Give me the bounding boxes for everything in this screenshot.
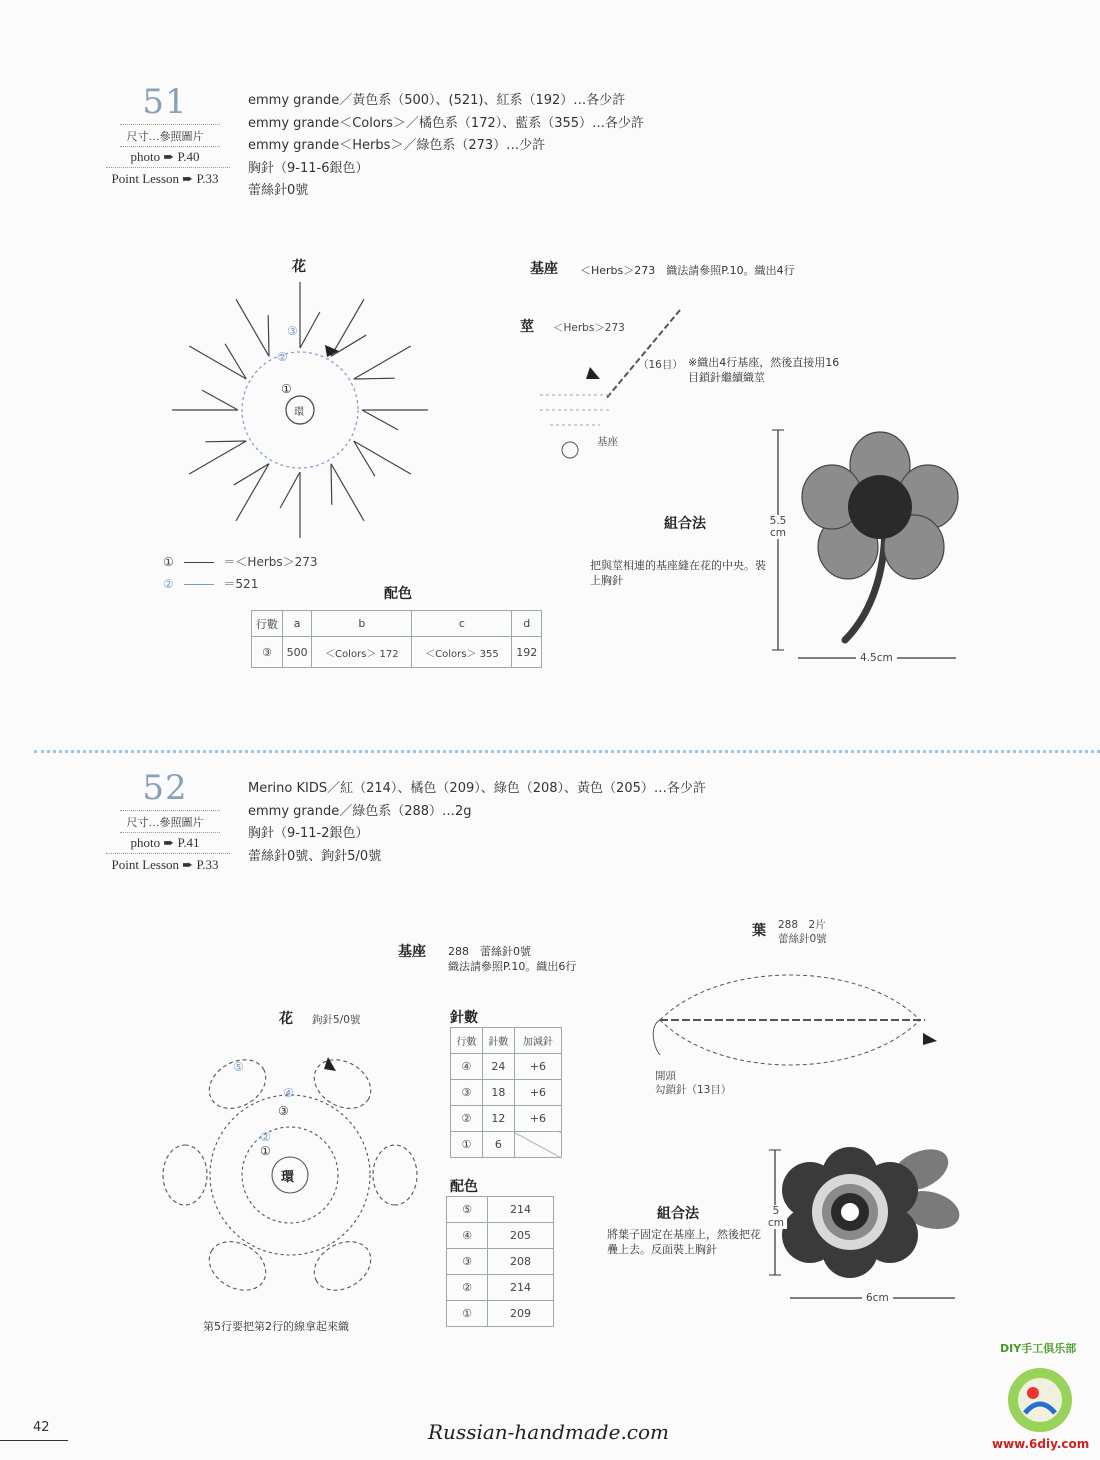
table-row: ① 6 [451,1132,562,1158]
table-row: ② 214 [447,1275,554,1301]
legend-row: ① ＝＜Herbs＞273 [163,555,318,569]
footer-rule [0,1440,68,1441]
svg-text:環: 環 [294,407,304,418]
color-title-52: 配色 [450,1179,478,1195]
assembly-text-51: 把與莖相連的基座縫在花的中央。裝上胸針 [590,559,766,587]
width-51: 4.5cm [856,652,897,664]
svg-text:③: ③ [278,1104,289,1118]
table-row: ③ 208 [447,1249,554,1275]
height-51: 5.5 cm [765,515,791,539]
leaf-chart-52 [640,955,950,1085]
crochet-chart-52 [150,1035,430,1320]
leaf-label-52: 葉 [752,923,766,939]
logo-text: DIY手工俱乐部 [1000,1342,1077,1355]
photo-ref: photo ➨ P.41 [130,835,200,850]
stem-remark-51: ※織出4行基座，然後直接用16目鎖針繼續織莖 [688,356,840,384]
material-line: 蕾絲針0號 [248,183,309,198]
stitch-table-52 [450,1027,562,1158]
pattern-52-header [100,768,230,873]
stem-count-51: （16目） [638,359,683,371]
legend-51 [163,553,318,597]
base-label-51: 基座 [530,261,558,277]
flower-footnote-52: 第5行要把第2行的線拿起來織 [203,1320,349,1333]
watermark: Russian-handmade.com [428,1420,670,1444]
flower-note-52: 鉤針5/0號 [312,1014,361,1026]
material-line: 胸針（9-11-6銀色） [248,160,369,176]
material-line: Merino KIDS／紅（214）、橘色（209）、綠色（208）、黃色（205）…各少許 [248,781,706,796]
material-line: 胸針（9-11-2銀色） [248,826,369,841]
spoke [300,282,320,348]
leaf-note-52: 288 2片 蕾絲針0號 [778,919,827,945]
flower-illustration-52 [765,1145,965,1305]
page-number: 42 [33,1420,50,1435]
petal [201,1232,275,1300]
table-row: ④ 24 +6 [451,1054,562,1080]
pattern-number: 51 [142,82,188,122]
base-note-51: ＜Herbs＞273 織法請參照P.10。織出4行 [580,264,795,277]
stem-note-51: ＜Herbs＞273 [553,322,625,334]
spoke [280,472,300,538]
table-row: ⑤ 214 [447,1197,554,1223]
assembly-label-52: 組合法 [657,1206,699,1222]
petal [306,1050,380,1118]
color-table-52 [446,1196,554,1327]
height-52: 5 cm [765,1205,787,1229]
spoke [189,441,246,474]
table-row: ③ 18 +6 [451,1080,562,1106]
material-line: 蕾絲針0號、鉤針5/0號 [248,848,382,864]
table-row: ① 209 [447,1301,554,1327]
material-line: emmy grande＜Herbs＞／綠色系（273）…少許 [248,138,546,153]
spoke [354,441,411,476]
svg-text:①: ① [260,1144,271,1158]
spoke [362,410,428,430]
size-note: 尺寸…參照圖片 [126,131,204,143]
petal [373,1145,417,1205]
svg-text:①: ① [281,382,292,396]
color-table-51 [251,610,542,668]
material-line: emmy grande＜Colors＞／橘色系（172）、藍系（355）…各少許 [248,115,645,131]
base-small-51: 基座 [597,436,618,448]
base-label-52: 基座 [398,944,426,960]
spoke [331,464,364,521]
logo-icon [985,1355,1095,1440]
stem-label-51: 莖 [520,319,534,335]
spoke [234,464,269,521]
table-row: ② 12 +6 [451,1106,562,1132]
svg-text:②: ② [277,350,288,364]
logo-url: www.6diy.com [992,1437,1090,1451]
material-line: emmy grande／綠色系（288）…2g [248,803,472,819]
material-line: emmy grande／黃色系（500）、(521)、紅系（192）…各少許 [248,93,626,108]
spoke [236,299,269,356]
stitch-title-52: 針數 [450,1010,478,1026]
section-separator [34,750,1100,753]
spoke [172,390,238,410]
flower-label-52: 花 [279,1011,293,1027]
table-header: 行數 針數 加減針 [451,1028,562,1054]
petal [306,1232,380,1300]
pattern-number: 52 [142,768,188,808]
assembly-label-51: 組合法 [664,516,706,532]
table-header: 行數 a b c d [252,611,542,637]
spoke [189,344,246,379]
width-52: 6cm [862,1292,893,1304]
svg-text:⑤: ⑤ [233,1060,244,1074]
svg-text:③: ③ [287,324,298,338]
flower-label-51: 花 [292,259,306,275]
svg-text:④: ④ [283,1086,294,1100]
flower-illustration-51 [770,425,970,665]
pattern-51-header [100,82,230,187]
petal [163,1145,207,1205]
svg-text:②: ② [260,1130,271,1144]
table-row: ④ 205 [447,1223,554,1249]
crochet-chart-51 [165,275,435,545]
materials-51 [248,90,644,203]
spoke [331,299,366,356]
photo-ref: photo ➨ P.40 [130,149,200,164]
materials-52 [248,778,706,868]
legend-row: ② ＝521 [163,577,259,591]
leaf-start-52: 開頭 [655,1070,676,1082]
svg-text:環: 環 [281,1170,295,1185]
lesson-ref: Point Lesson ➨ P.33 [111,857,219,872]
lesson-ref: Point Lesson ➨ P.33 [111,171,219,186]
size-note: 尺寸…參照圖片 [126,817,204,829]
leaf-chain-52: 勾鎖針（13目） [655,1084,732,1096]
color-title-51: 配色 [384,586,412,602]
assembly-text-52: 將葉子固定在基座上，然後把花疊上去。反面裝上胸針 [607,1228,761,1256]
table-row: ③ 500 ＜Colors＞ 172 ＜Colors＞ 355 192 [252,637,542,668]
spoke [354,346,411,379]
base-note-52: 288 蕾絲針0號 織法請參照P.10。織出6行 [448,945,577,973]
